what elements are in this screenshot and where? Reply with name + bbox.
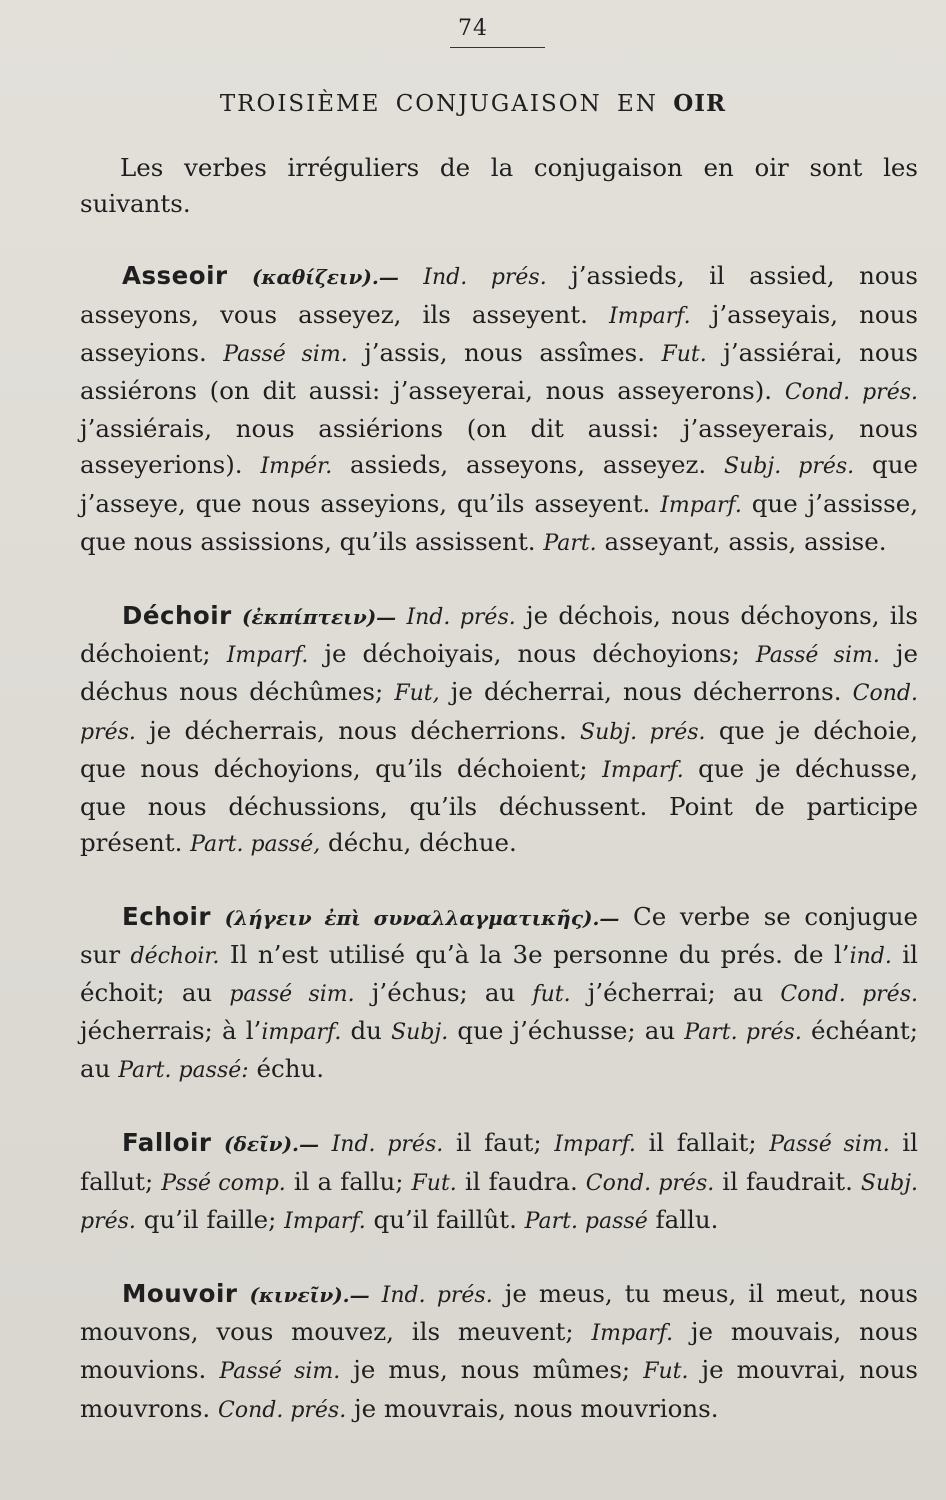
- conjugation-text: asseyant, assis, assise.: [596, 526, 887, 556]
- intro-paragraph: Les verbes irréguliers de la conjugaison en oir sont les suivants.: [80, 153, 918, 219]
- verb-headword: Falloir: [122, 1128, 212, 1158]
- conjugation-text: que je déchusse, que nous déchussions, qu’ils déchussent. Point de participe présent.: [80, 753, 918, 858]
- entry-gap: [80, 562, 918, 598]
- verb-entry-falloir: [80, 1125, 918, 1240]
- conjugation-text: Ce verbe se conjugue sur: [80, 902, 918, 969]
- verb-entry-mouvoir: [80, 1276, 918, 1429]
- tense-abbreviation: Imparf.: [226, 643, 309, 669]
- conjugation-text: Il n’est utilisé qu’à la 3e personne du prés. de l’: [219, 939, 850, 969]
- greek-translation: (δεῖν).—: [224, 1132, 319, 1157]
- greek-translation: (ἐκπίπτειν)—: [241, 605, 397, 630]
- page-number-rule: [450, 47, 545, 48]
- conjugation-text: j’assiérais, nous assiérions (on dit aussi: j’asseyerais, nous asseyerions).: [80, 414, 918, 480]
- conjugation-text: qu’il faillût.: [365, 1204, 525, 1234]
- page-content: [80, 150, 918, 1429]
- conjugation-text: j’assis, nous assîmes.: [347, 337, 662, 367]
- tense-abbreviation: Ind. prés.: [331, 1132, 444, 1158]
- tense-abbreviation: Passé sim.: [769, 1132, 890, 1158]
- verb-headword: Asseoir: [122, 261, 228, 291]
- section-title-highlight: OIR: [673, 90, 727, 117]
- tense-abbreviation: Pssé comp.: [161, 1170, 286, 1196]
- conjugation-text: du: [341, 1016, 392, 1046]
- greek-translation: (κινεῖν).—: [249, 1283, 370, 1308]
- conjugation-text: qu’il faille;: [135, 1204, 285, 1234]
- tense-abbreviation: Imparf.: [554, 1132, 636, 1158]
- conjugation-text: déchu, déchue.: [320, 828, 517, 858]
- tense-abbreviation: Passé sim.: [219, 1359, 341, 1385]
- conjugation-text: il fallait;: [635, 1128, 770, 1158]
- conjugation-text: je mus, nous mûmes;: [340, 1355, 644, 1385]
- tense-abbreviation: Passé sim.: [755, 643, 880, 669]
- conjugation-text: je déchoiyais, nous déchoyions;: [308, 639, 756, 669]
- entry-gap: [80, 222, 918, 258]
- tense-abbreviation: Subj. prés.: [80, 1170, 919, 1234]
- section-title-text: TROISIÈME CONJUGAISON EN: [219, 91, 658, 117]
- conjugation-text: que je déchoie, que nous déchoyions, qu’ils déchoient;: [80, 715, 918, 783]
- greek-translation: (λήγειν ἐπὶ συναλλαγματικῆς).—: [224, 906, 620, 931]
- entry-gap: [80, 1089, 918, 1125]
- conjugation-text: je décherrai, nous décherrons.: [439, 677, 853, 707]
- page-number: 74: [458, 16, 488, 41]
- tense-abbreviation: Fut,: [394, 681, 440, 707]
- conjugation-text: je meus, tu meus, il meut, nous mouvons, vous mouvez, ils meuvent;: [80, 1279, 918, 1347]
- verb-entries: [80, 222, 918, 1428]
- conjugation-text: il faut;: [443, 1128, 555, 1158]
- tense-abbreviation: fut.: [532, 981, 571, 1007]
- conjugation-text: assieds, asseyons, asseyez.: [332, 450, 725, 480]
- tense-abbreviation: déchoir.: [130, 943, 220, 969]
- tense-abbreviation: Part.: [543, 530, 597, 556]
- tense-abbreviation: Impér.: [260, 454, 333, 480]
- conjugation-text: j’assieds, il assied, nous asseyons, vous asseyez, ils asseyent.: [80, 261, 919, 329]
- tense-abbreviation: Ind. prés.: [423, 265, 547, 291]
- conjugation-text: je mouvais, nous mouvions.: [80, 1317, 918, 1385]
- tense-abbreviation: Imparf.: [660, 492, 742, 518]
- section-title: [0, 90, 946, 117]
- tense-abbreviation: Fut.: [411, 1170, 457, 1196]
- conjugation-text: il échoit; au: [80, 939, 918, 1007]
- tense-abbreviation: Part. prés.: [684, 1020, 802, 1046]
- conjugation-text: que j’échusse; au: [448, 1016, 685, 1046]
- tense-abbreviation: Part. passé: [524, 1208, 648, 1234]
- greek-translation: (καθίζειν).—: [251, 265, 399, 290]
- tense-abbreviation: Subj. prés.: [724, 454, 855, 480]
- tense-abbreviation: Imparf.: [609, 303, 691, 329]
- conjugation-text: il faudra.: [456, 1166, 586, 1196]
- conjugation-text: jécherrais; à l’: [80, 1016, 262, 1046]
- tense-abbreviation: ind.: [849, 943, 892, 969]
- conjugation-text: fallu.: [647, 1204, 719, 1234]
- conjugation-text: je déchus nous déchûmes;: [80, 639, 919, 707]
- conjugation-text: je mouvrai, nous mouvrons.: [80, 1355, 918, 1423]
- verb-entry-asseoir: [80, 258, 918, 562]
- tense-abbreviation: passé sim.: [229, 981, 355, 1007]
- conjugation-text: j’assiérai, nous assiérons (on dit aussi: j’asseyerai, nous asseyerons).: [80, 337, 918, 406]
- verb-headword: Echoir: [122, 902, 212, 932]
- verb-entry-déchoir: [80, 598, 918, 863]
- conjugation-text: que j’assisse, que nous assissions, qu’ils assissent.: [80, 488, 918, 556]
- tense-abbreviation: Part. passé:: [118, 1058, 249, 1084]
- tense-abbreviation: Fut.: [661, 341, 707, 367]
- conjugation-text: il a fallu;: [285, 1166, 412, 1196]
- verb-headword: Mouvoir: [122, 1279, 238, 1309]
- tense-abbreviation: Subj. prés.: [580, 719, 706, 745]
- conjugation-text: il faudrait.: [714, 1166, 861, 1196]
- tense-abbreviation: Imparf.: [602, 757, 684, 783]
- tense-abbreviation: Part. passé,: [190, 832, 321, 858]
- tense-abbreviation: Imparf.: [284, 1208, 366, 1234]
- tense-abbreviation: Subj.: [391, 1020, 449, 1046]
- tense-abbreviation: Imparf.: [591, 1321, 674, 1347]
- conjugation-text: j’écherrai; au: [570, 977, 781, 1007]
- tense-abbreviation: imparf.: [261, 1020, 342, 1046]
- conjugation-text: que j’asseye, que nous asseyions, qu’ils asseyent.: [80, 450, 918, 518]
- entry-gap: [80, 863, 918, 899]
- tense-abbreviation: Ind. prés.: [406, 605, 516, 631]
- conjugation-text: échéant; au: [80, 1016, 918, 1084]
- tense-abbreviation: Fut.: [643, 1359, 689, 1385]
- conjugation-text: j’échus; au: [354, 977, 533, 1007]
- tense-abbreviation: Cond. prés.: [585, 1170, 715, 1196]
- conjugation-text: je décherrais, nous décherrions.: [135, 715, 581, 745]
- tense-abbreviation: Cond. prés.: [780, 981, 918, 1007]
- conjugation-text: j’asseyais, nous asseyions.: [80, 299, 918, 367]
- verb-headword: Déchoir: [122, 601, 232, 631]
- verb-entry-echoir: [80, 899, 918, 1089]
- tense-abbreviation: Ind. prés.: [381, 1283, 493, 1309]
- conjugation-text: je déchois, nous déchoyons, ils déchoient;: [80, 601, 918, 669]
- conjugation-text: échu.: [248, 1054, 325, 1084]
- tense-abbreviation: Passé sim.: [223, 341, 348, 367]
- conjugation-text: je mouvrais, nous mouvrions.: [346, 1393, 719, 1423]
- tense-abbreviation: Cond. prés.: [784, 380, 918, 406]
- entry-gap: [80, 1240, 918, 1276]
- tense-abbreviation: Cond. prés.: [80, 681, 918, 745]
- tense-abbreviation: Cond. prés.: [218, 1397, 347, 1423]
- conjugation-text: il fallut;: [80, 1128, 918, 1196]
